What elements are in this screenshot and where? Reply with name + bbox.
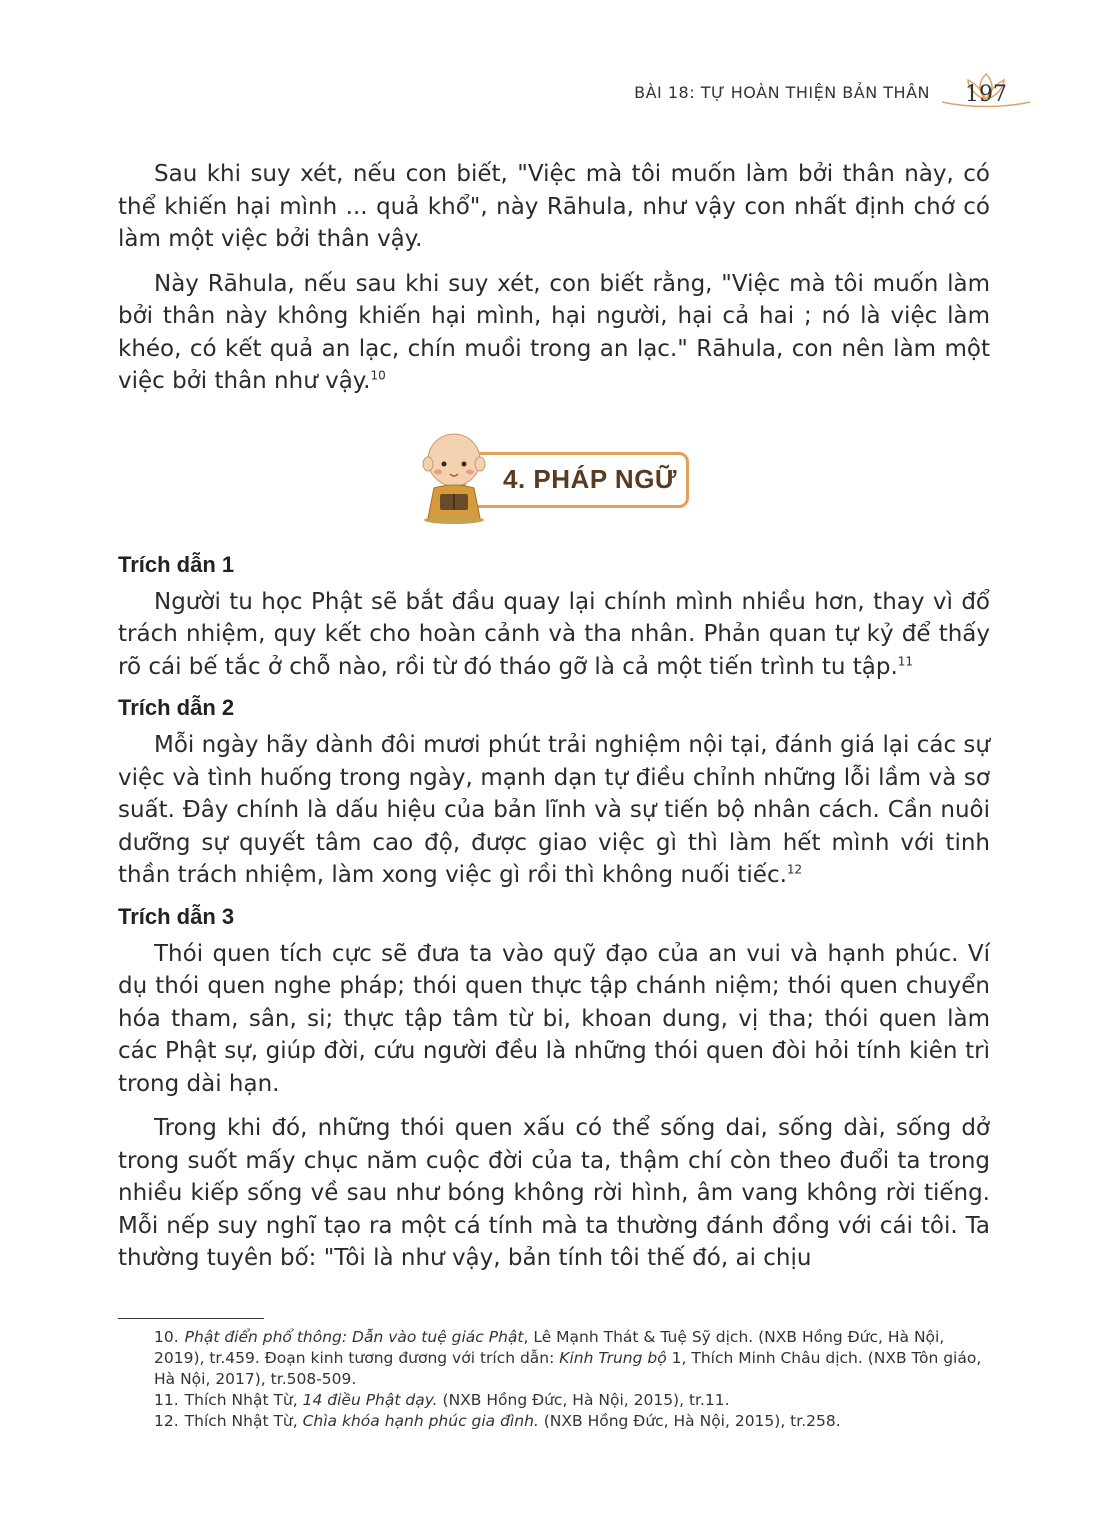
paragraph: Sau khi suy xét, nếu con biết, "Việc mà tôi muốn làm bởi thân này, có thể khiến hại mình ... quả khổ", này Rāhula, như vậy con nhất định chớ có làm một việc bởi thân vậy. (118, 161, 990, 252)
footnote: 12. Thích Nhật Từ, Chìa khóa hạnh phúc gia đình. (NXB Hồng Đức, Hà Nội, 2015), tr.258. (154, 1412, 841, 1430)
quote-title: Trích dẫn 2 (118, 695, 235, 720)
section-title: 4. PHÁP NGỮ (503, 464, 677, 494)
footnote-ref: 10 (370, 368, 386, 383)
footnote-ref: 11 (897, 653, 914, 668)
chapter-title: BÀI 18: TỰ HOÀN THIỆN BẢN THÂN (634, 82, 930, 102)
paragraph: Mỗi ngày hãy dành đôi mươi phút trải nghiệm nội tại, đánh giá lại các sự việc và tình huống trong ngày, mạnh dạn tự điều chỉnh những lỗi lầm và sơ suất. Đây chính là dấu hiệu của bản lĩnh và sự tiến bộ nhân cách. Cần nuôi dưỡng sự quyết tâm cao độ, được giao việc gì thì làm hết mình với tinh thần trách nhiệm, làm xong việc gì rồi thì không nuối tiếc.$^{12}$ (118, 732, 990, 888)
footnote-divider (118, 1318, 264, 1319)
page-content (118, 158, 990, 1287)
page-number-ornament (938, 72, 1034, 112)
footnote: 11. Thích Nhật Từ, 14 điều Phật dạy. (NXB Hồng Đức, Hà Nội, 2015), tr.11. (154, 1391, 730, 1409)
monk-icon (420, 428, 492, 524)
paragraph: Trong khi đó, những thói quen xấu có thể sống dai, sống dài, sống dở trong suốt mấy chục năm cuộc đời của ta, thậm chí còn theo đuổi ta trong nhiều kiếp sống về sau như bóng không rời hình, âm vang không rời tiếng. Mỗi nếp suy nghĩ tạo ra một cá tính mà ta thường đánh đồng với cái tôi. Ta thường tuyên bố: "Tôi là như vậy, bản tính tôi thế đó, ai chịu (118, 1115, 990, 1271)
section-badge (463, 452, 689, 508)
footnotes (118, 1318, 990, 1432)
paragraph: Người tu học Phật sẽ bắt đầu quay lại chính mình nhiều hơn, thay vì đổ trách nhiệm, quy kết cho hoàn cảnh và tha nhân. Phản quan tự kỷ để thấy rõ cái bế tắc ở chỗ nào, rồi từ đó tháo gỡ là cả một tiến trình tu tập.$^{11}$ (118, 588, 990, 680)
page-header (634, 72, 1034, 112)
quote-title: Trích dẫn 1 (118, 551, 235, 577)
footnote: 10. Phật điển phổ thông: Dẫn vào tuệ giác Phật, Lê Mạnh Thát & Tuệ Sỹ dịch. (NXB Hồng Đức, Hà Nội, 2019), tr.459. Đoạn kinh tương đương với trích dẫn: Kinh Trung bộ 1, Thích Minh Châu dịch. (NXB Tôn giáo, Hà Nội, 2017), tr.508-509. (154, 1328, 982, 1388)
paragraph: Này Rāhula, nếu sau khi suy xét, con biết rằng, "Việc mà tôi muốn làm bởi thân này không khiến hại mình, hại người, hại cả hai ; nó là việc làm khéo, có kết quả an lạc, chín muồi trong an lạc." Rāhula, con nên làm một việc bởi thân như vậy.$^{10}$ (118, 270, 990, 394)
quote-title: Trích dẫn 3 (118, 903, 235, 929)
page-number: 197 (965, 82, 1007, 107)
footnote-ref: 12 (786, 862, 803, 877)
section-heading (118, 424, 990, 534)
paragraph: Thói quen tích cực sẽ đưa ta vào quỹ đạo của an vui và hạnh phúc. Ví dụ thói quen nghe pháp; thói quen thực tập chánh niệm; thói quen chuyển hóa tham, sân, si; thực tập tâm từ bi, khoan dung, vị tha; thói quen làm các Phật sự, giúp đời, cứu người đều là những thói quen đòi hỏi tính kiên trì trong dài hạn. (118, 940, 990, 1097)
